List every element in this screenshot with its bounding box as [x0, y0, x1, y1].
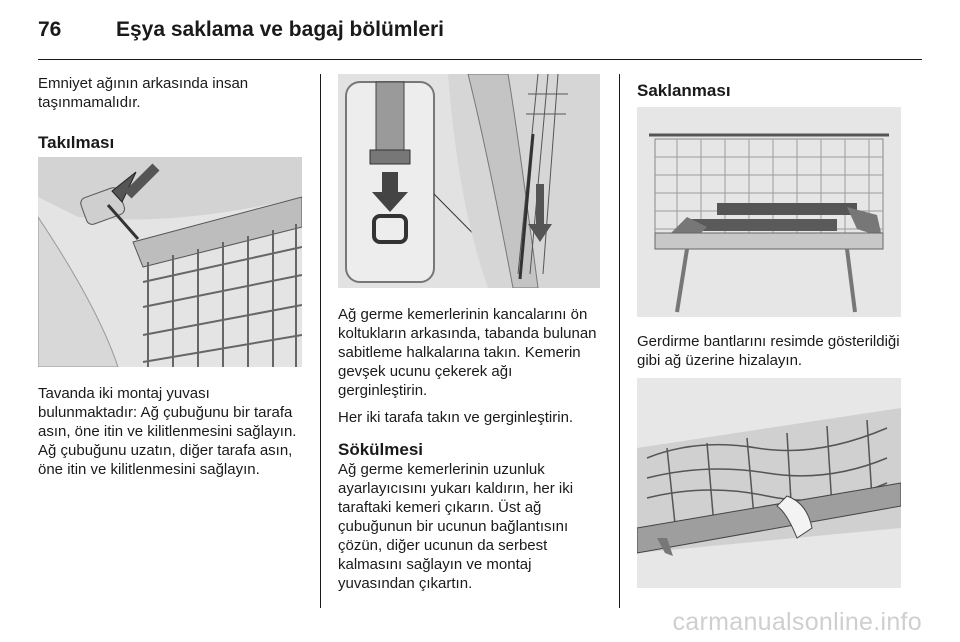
- removal-heading: Sökülmesi: [338, 440, 424, 459]
- stored-net-illustration: [637, 378, 901, 588]
- page-title: Eşya saklama ve bagaj bölümleri: [116, 18, 445, 41]
- folded-net-drawing: [637, 107, 901, 317]
- both-sides-instruction: Her iki tarafa takın ve gerginleştirin.: [338, 409, 574, 426]
- intro-text: Emniyet ağının arkasında insan taşınmamalıdır.: [38, 75, 249, 111]
- storage-caption: Gerdirme bantlarını resimde gösterildiği gibi ağ üzerine hizalayın.: [637, 333, 900, 369]
- belt-hook-illustration: [338, 74, 600, 288]
- removal-body: Ağ germe kemerlerinin uzunluk ayarlayıcısını yukarı kaldırın, her iki taraftaki kemeri çıkarın. Üst ağ çubuğunun bir ucunun bağlantısını çözün, diğer ucunun da serbest kalmasını sağlayın ve montaj yuvasından çıkartın.: [338, 461, 574, 592]
- installation-illustration: [38, 157, 302, 367]
- installation-heading: Takılması: [38, 133, 115, 152]
- header-rule: [38, 59, 922, 60]
- floor-anchor-drawing: [338, 74, 600, 288]
- hook-instructions: Ağ germe kemerlerinin kancalarını ön koltukların arkasında, tabanda bulunan sabitleme halkalarına takın. Kemerin gevşek ucunu çekerek ağı gerginleştirin.: [338, 306, 597, 399]
- watermark: carmanualsonline.info: [672, 608, 922, 636]
- ceiling-mount-drawing: [38, 157, 302, 367]
- installation-body: Tavanda iki montaj yuvası bulunmaktadır: Ağ çubuğunu bir tarafa asın, öne itin ve kilitlenmesini sağlayın. Ağ çubuğunu uzatın, diğer tarafa asın, öne itin ve kilitlenmesini sağlayın.: [38, 385, 297, 478]
- column-1: [38, 74, 306, 153]
- storage-heading: Saklanması: [637, 81, 731, 100]
- page-number: 76: [38, 18, 62, 41]
- column-divider-1: [320, 74, 321, 608]
- column-1-lower: [38, 384, 306, 479]
- rolled-net-drawing: [637, 378, 901, 588]
- column-divider-2: [619, 74, 620, 608]
- storage-illustration: [637, 107, 901, 317]
- column-3: [637, 74, 903, 101]
- column-3-caption: [637, 332, 907, 370]
- column-2: [338, 305, 604, 593]
- page-header: [38, 18, 444, 52]
